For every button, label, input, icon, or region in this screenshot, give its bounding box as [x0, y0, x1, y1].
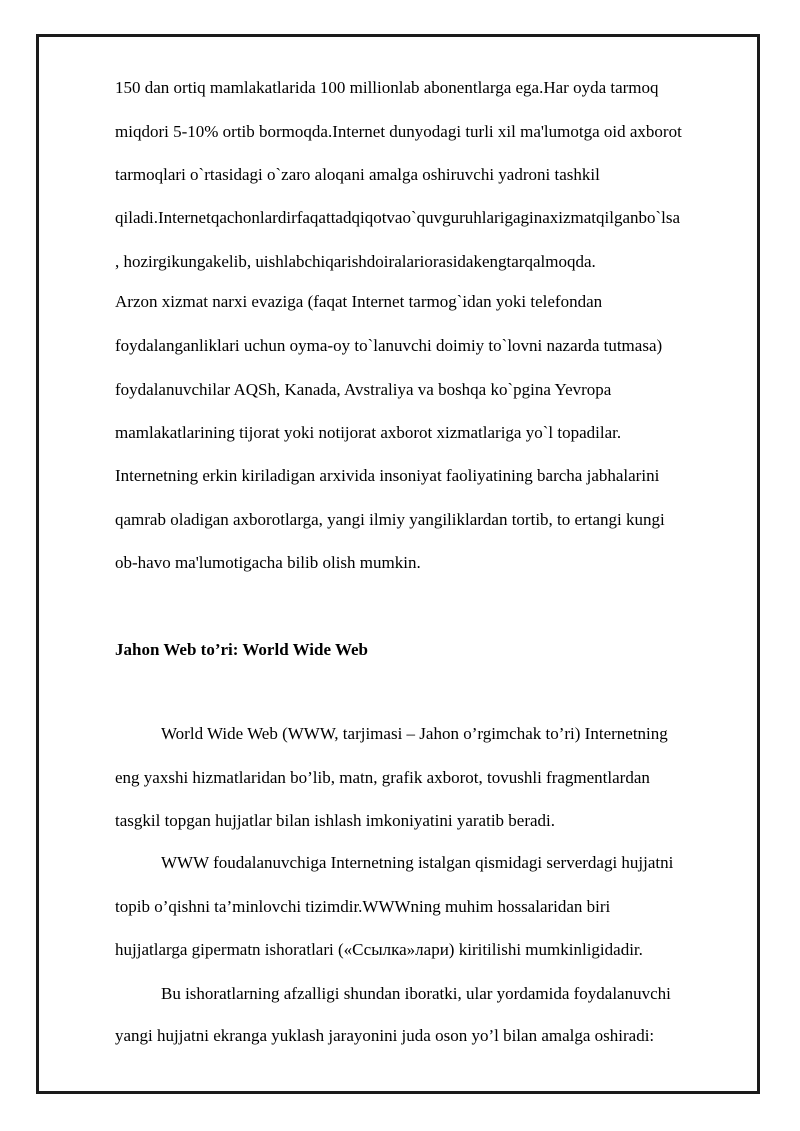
paragraph-line: qiladi.Internetqachonlardirfaqattadqiqotvao`quvguruhlarigaginaxizmatqilganbo`lsa — [115, 208, 681, 227]
paragraph-line: Internetning erkin kiriladigan arxivida insoniyat faoliyatining barcha jabhalarini — [115, 466, 660, 485]
paragraph-line: Bu ishoratlarning afzalligi shundan iboratki, ular yordamida foydalanuvchi — [161, 984, 671, 1003]
paragraph-line: foydalanganliklari uchun oyma-oy to`lanuvchi doimiy to`lovni nazarda tutmasa) — [115, 336, 663, 355]
paragraph-line: hujjatlarga gipermatn ishoratlari («Ссылка»лари) kiritilishi mumkinligidadir. — [115, 940, 643, 959]
paragraph-line: mamlakatlarining tijorat yoki notijorat axborot xizmatlariga yo`l topadilar. — [115, 423, 622, 442]
paragraph-line: topib o’qishni ta’minlovchi tizimdir.WWWning muhim hossalaridan biri — [115, 897, 611, 916]
paragraph-line: qamrab oladigan axborotlarga, yangi ilmiy yangiliklardan tortib, to ertangi kungi — [115, 510, 665, 529]
paragraph-line: Arzon xizmat narxi evaziga (faqat Internet tarmog`idan yoki telefondan — [115, 292, 603, 311]
paragraph-line: 150 dan ortiq mamlakatlarida 100 millionlab abonentlarga ega.Har oyda tarmoq — [115, 78, 659, 97]
section-heading: Jahon Web to’ri: World Wide Web — [115, 640, 369, 659]
paragraph-line: , hozirgikungakelib, uishlabchiqarishdoiralariorasidakengtarqalmoqda. — [115, 252, 596, 271]
paragraph-line: eng yaxshi hizmatlaridan bo’lib, matn, grafik axborot, tovushli fragmentlardan — [115, 768, 650, 787]
paragraph-line: tasgkil topgan hujjatlar bilan ishlash imkoniyatini yaratib beradi. — [115, 811, 556, 830]
paragraph-line: tarmoqlari o`rtasidagi o`zaro aloqani amalga oshiruvchi yadroni tashkil — [115, 165, 600, 184]
paragraph-line: WWW foudalanuvchiga Internetning istalgan qismidagi serverdagi hujjatni — [161, 853, 674, 872]
paragraph-line: miqdori 5-10% ortib bormoqda.Internet dunyodagi turli xil ma'lumotga oid axborot — [115, 122, 682, 141]
paragraph-line: ob-havo ma'lumotigacha bilib olish mumkin. — [115, 553, 421, 572]
paragraph-line: yangi hujjatni ekranga yuklash jarayonini juda oson yo’l bilan amalga oshiradi: — [115, 1026, 655, 1045]
paragraph-line: World Wide Web (WWW, tarjimasi – Jahon o’rgimchak to’ri) Internetning — [161, 724, 668, 743]
paragraph-line: foydalanuvchilar AQSh, Kanada, Avstraliya va boshqa ko`pgina Yevropa — [115, 380, 612, 399]
